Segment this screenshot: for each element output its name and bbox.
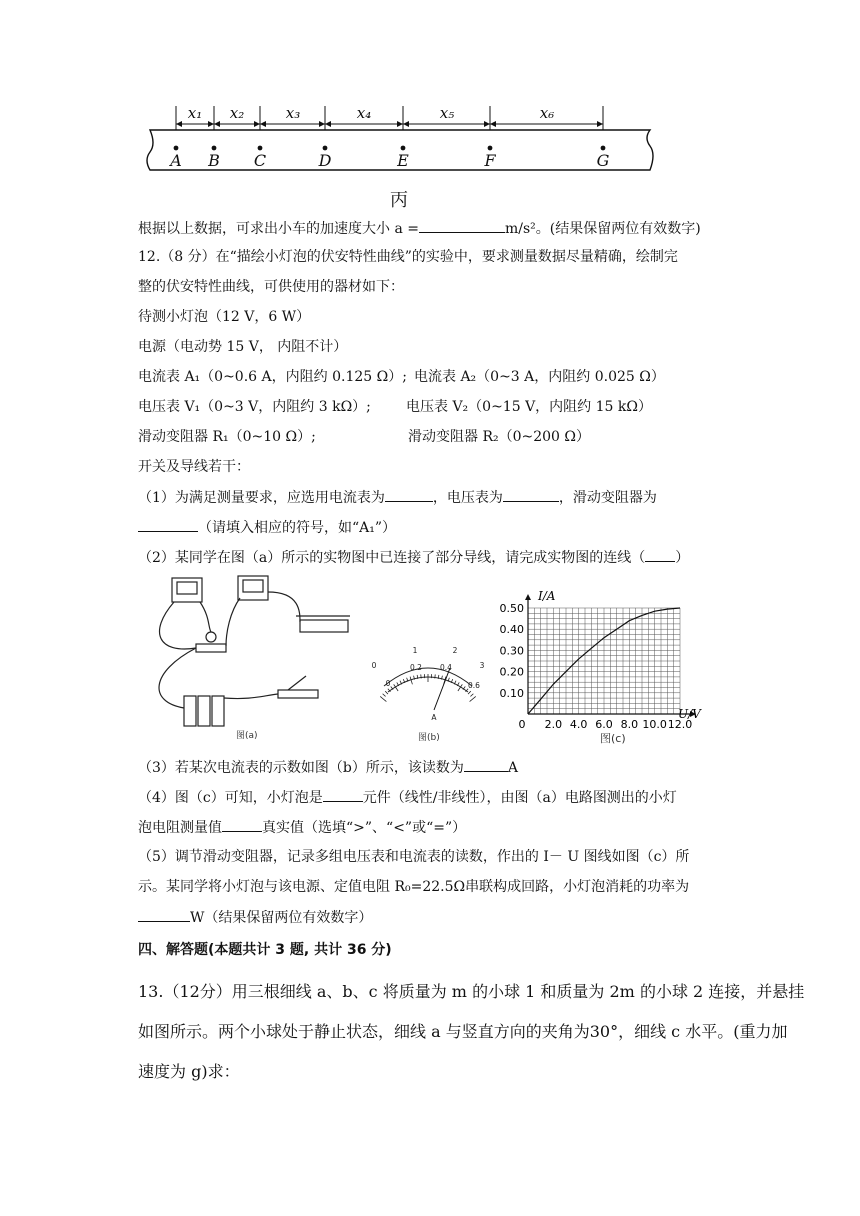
point-label-a: A [170,151,182,170]
acceleration-question: 根据以上数据，可求出小车的加速度大小 a = m/s²。(结果保留两位有效数字) [138,218,701,239]
q13-line-3: 速度为 g)求： [138,1062,240,1081]
dial-tick [468,691,471,694]
point-label-b: B [208,151,220,170]
comparison-blank[interactable] [222,817,262,832]
x-tick-label: 0 [518,718,526,731]
q13-line-2: 如图所示。两个小球处于静止状态，细线 a 与竖直方向的夹角为30°，细线 c 水平。(重力加 [138,1022,788,1041]
linearity-blank[interactable] [323,787,363,802]
y-axis-label: I/A [538,589,556,603]
meter-unit: A [431,713,437,722]
q12-part5-1: （5）调节滑动变阻器，记录多组电压表和电流表的读数，作出的 I－ U 图线如图（c）所 [138,849,690,865]
dial-tick [470,694,473,697]
q12-part5-2: 示。某同学将小灯泡与该电源、定值电阻 R₀=22.5Ω串联构成回路，小灯泡消耗的功率为 [138,879,690,895]
y-tick-label: 0.50 [499,602,524,615]
x-tick-label: 8.0 [620,718,639,731]
figure-c-iu-chart [490,586,710,746]
tape-caption: 丙 [390,190,408,211]
meter-top-1: 1 [412,646,418,655]
q12-part5-3: W（结果保留两位有效数字） [138,907,372,928]
y-tick-label: 0.20 [499,665,524,679]
x-tick-label: 10.0 [642,718,667,731]
segment-label-x3: x₃ [285,104,301,122]
y-tick-label: 0.10 [499,686,524,700]
q12-part4: （4）图（c）可知，小灯泡是 元件（线性/非线性），由图（a）电路图测出的小灯 [138,787,677,808]
q12-part2: （2）某同学在图（a）所示的实物图中已连接了部分导线，请完成实物图的连线（ ） [138,547,689,568]
point-label-e: E [397,151,409,170]
segment-label-x4: x₄ [356,104,372,122]
voltmeter-blank[interactable] [503,487,559,502]
circuit-blank[interactable] [645,547,675,562]
q12-part3: （3）若某次电流表的示数如图（b）所示，该读数为 A [138,757,518,778]
q12-part4-cont: 泡电阻测量值 真实值（选填“>”、“<”或“=”） [138,817,466,838]
figure-a-label: 图(a) [236,731,258,740]
q12-part1-cont: （请填入相应的符号，如“A₁”） [138,517,396,538]
dial-tick [383,694,386,697]
section-heading: 四、解答题(本题共计 3 题, 共计 36 分) [138,942,392,958]
meter-needle [434,668,450,710]
y-tick-label: 0.30 [499,644,524,658]
q13-line-1: 13.（12分）用三根细线 a、b、c 将质量为 m 的小球 1 和质量为 2m 的小球 2 连接，并悬挂 [138,982,805,1001]
q12-intro-1: 12.（8 分）在“描绘小灯泡的伏安特性曲线”的实验中，要求测量数据尽量精确，绘制完 [138,249,678,265]
point-label-c: C [253,151,267,170]
ticker-tape-figure [138,98,668,182]
x-tick-label: 6.0 [595,718,613,731]
rheostat-blank[interactable] [138,517,198,532]
bulb-spec: 待测小灯泡（12 V，6 W） [138,309,311,325]
figure-c-label: 图(c) [600,732,626,745]
meter-bottom-0: 0 [385,679,391,688]
chart-grid [528,608,680,714]
figure-b-label: 图(b) [418,733,440,743]
meter-top-0: 0 [371,661,377,670]
x-tick-label: 2.0 [544,718,563,731]
point-label-f: F [484,151,496,170]
figure-a-circuit [150,572,360,740]
figure-b-meter [366,640,492,744]
segment-label-x6: x₆ [539,104,555,122]
voltmeter-v1-spec: 电压表 V₁（0~3 V，内阻约 3 kΩ）; [138,399,371,415]
answer-blank[interactable] [419,218,505,233]
power-blank[interactable] [138,907,190,922]
segment-label-x1: x₁ [187,104,203,122]
meter-bottom-2: 0.4 [440,663,452,672]
meter-bottom-1: 0.2 [410,663,422,672]
dial-tick [380,696,386,701]
switch-note: 开关及导线若干： [138,459,250,475]
point-label-g: G [596,151,610,170]
x-tick-label: 12.0 [667,718,693,731]
dial-tick [470,696,476,701]
ammeter-a1-spec: 电流表 A₁（0~0.6 A，内阻约 0.125 Ω）; [138,369,407,385]
meter-top-2: 2 [452,646,458,655]
dial-tick [410,677,412,685]
ammeter-blank[interactable] [385,487,433,502]
voltmeter-v2-spec: 电压表 V₂（0~15 V，内阻约 15 kΩ） [406,399,652,415]
segment-label-x2: x₂ [229,104,245,122]
meter-bottom-3: 0.6 [468,681,480,690]
dial-tick [385,691,388,694]
q12-part1: （1）为满足测量要求，应选用电流表为 ，电压表为 ，滑动变阻器为 [138,487,657,508]
meter-top-3: 3 [479,661,485,670]
segment-label-x5: x₅ [439,104,455,122]
rheostat-r1-spec: 滑动变阻器 R₁（0~10 Ω）; [138,429,316,445]
source-spec: 电源（电动势 15 V， 内阻不计） [138,339,348,355]
x-tick-label: 4.0 [569,718,588,731]
x-axis-label: U/V [678,707,701,721]
reading-blank[interactable] [464,757,508,772]
rheostat-r2-spec: 滑动变阻器 R₂（0~200 Ω） [408,429,591,445]
point-label-d: D [318,151,332,170]
ammeter-a2-spec: 电流表 A₂（0~3 A，内阻约 0.025 Ω） [414,369,665,385]
q12-intro-2: 整的伏安特性曲线，可供使用的器材如下： [138,279,404,295]
y-tick-label: 0.40 [499,623,524,637]
